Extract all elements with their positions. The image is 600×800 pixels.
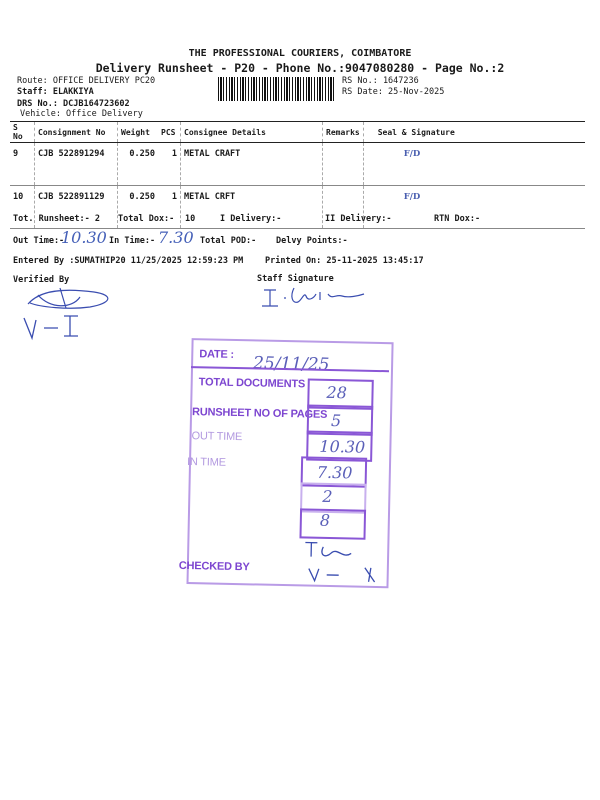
cell-pcs: 1 bbox=[158, 143, 181, 186]
printed-on: Printed On: 25-11-2025 13:45:17 bbox=[265, 256, 424, 266]
stamp-runsheet-pages-value: 5 bbox=[330, 411, 342, 431]
stamp-row6-box bbox=[299, 508, 366, 539]
tot-runsheet: Tot. Runsheet:- 2 bbox=[13, 214, 100, 224]
col-seal: Seal & Signature bbox=[363, 122, 585, 143]
stamp-runsheet-pages-label: RUNSHEET NO OF PAGES bbox=[191, 406, 328, 421]
office-stamp bbox=[172, 338, 392, 592]
cell-consignment: CJB 522891129 bbox=[35, 186, 118, 229]
table-header-row bbox=[10, 122, 585, 143]
cell-weight: 0.250 bbox=[118, 186, 159, 229]
rtn-dox: RTN Dox:- bbox=[434, 214, 481, 224]
stamp-row6-value: 8 bbox=[319, 510, 331, 531]
ii-delivery: II Delivery:- bbox=[325, 214, 392, 224]
delvy-points: Delvy Points:- bbox=[276, 236, 348, 246]
in-time-label: In Time:- bbox=[109, 236, 156, 246]
staff: Staff: ELAKKIYA bbox=[17, 87, 94, 97]
cell-seal-signature: F/D bbox=[363, 186, 585, 229]
stamp-date-label: DATE : bbox=[199, 348, 235, 361]
cell-remarks bbox=[323, 143, 364, 186]
stamp-total-documents-label: TOTAL DOCUMENTS bbox=[198, 376, 306, 391]
stamp-total-documents-value: 28 bbox=[326, 382, 348, 403]
verified-by-signature bbox=[20, 282, 120, 344]
out-time-label: Out Time:- bbox=[13, 236, 65, 246]
barcode bbox=[218, 77, 336, 101]
cell-seal-signature: F/D bbox=[363, 143, 585, 186]
verified-by-label: Verified By bbox=[13, 275, 70, 285]
col-consignment: Consignment No bbox=[35, 122, 118, 143]
stamp-in-time-label: IN TIME bbox=[186, 456, 226, 469]
company-name: THE PROFESSIONAL COURIERS, COIMBATORE bbox=[188, 48, 412, 59]
entered-by: Entered By :SUMATHIP20 11/25/2025 12:59:23 PM bbox=[13, 256, 244, 266]
i-delivery: I Delivery:- bbox=[220, 214, 282, 224]
out-time-handwritten: 10.30 bbox=[61, 228, 107, 247]
staff-signature-label: Staff Signature bbox=[257, 274, 334, 284]
stamp-date-value: 25/11/25 bbox=[252, 353, 330, 375]
cell-sno: 10 bbox=[10, 186, 35, 229]
drs-number: DRS No.: DCJB164723602 bbox=[17, 99, 130, 109]
table-row bbox=[10, 143, 585, 186]
stamp-row5-value: 2 bbox=[322, 486, 333, 507]
cell-sno: 9 bbox=[10, 143, 35, 186]
total-dox-label: Total Dox:- bbox=[118, 214, 175, 224]
stamp-checked-signature bbox=[299, 536, 396, 586]
rs-number: RS No.: 1647236 bbox=[342, 76, 419, 86]
route: Route: OFFICE DELIVERY PC20 bbox=[17, 76, 156, 86]
cell-pcs: 1 bbox=[158, 186, 181, 229]
total-pod: Total POD:- bbox=[200, 236, 257, 246]
stamp-in-time-value: 7.30 bbox=[316, 462, 353, 483]
cell-consignee: METAL CRAFT bbox=[181, 143, 323, 186]
stamp-out-time-value: 10.30 bbox=[319, 436, 366, 457]
runsheet-title: Delivery Runsheet - P20 - Phone No.:9047080280 - Page No.:2 bbox=[95, 61, 505, 75]
col-weight: Weight bbox=[118, 122, 159, 143]
vehicle: Vehicle: Office Delivery bbox=[20, 109, 143, 119]
col-sno: S No bbox=[10, 122, 35, 143]
in-time-handwritten: 7.30 bbox=[158, 228, 194, 247]
rs-date: RS Date: 25-Nov-2025 bbox=[342, 87, 445, 97]
cell-consignment: CJB 522891294 bbox=[35, 143, 118, 186]
col-pcs: PCS bbox=[158, 122, 181, 143]
total-dox-value: 10 bbox=[185, 214, 196, 224]
col-consignee: Consignee Details bbox=[181, 122, 323, 143]
consignment-table bbox=[10, 121, 585, 229]
staff-signature bbox=[258, 284, 370, 312]
stamp-checked-by-label: CHECKED BY bbox=[178, 559, 250, 574]
stamp-out-time-label: OUT TIME bbox=[191, 430, 243, 444]
cell-weight: 0.250 bbox=[118, 143, 159, 186]
col-remarks: Remarks bbox=[323, 122, 364, 143]
cell-consignee: METAL CRFT bbox=[181, 186, 323, 229]
